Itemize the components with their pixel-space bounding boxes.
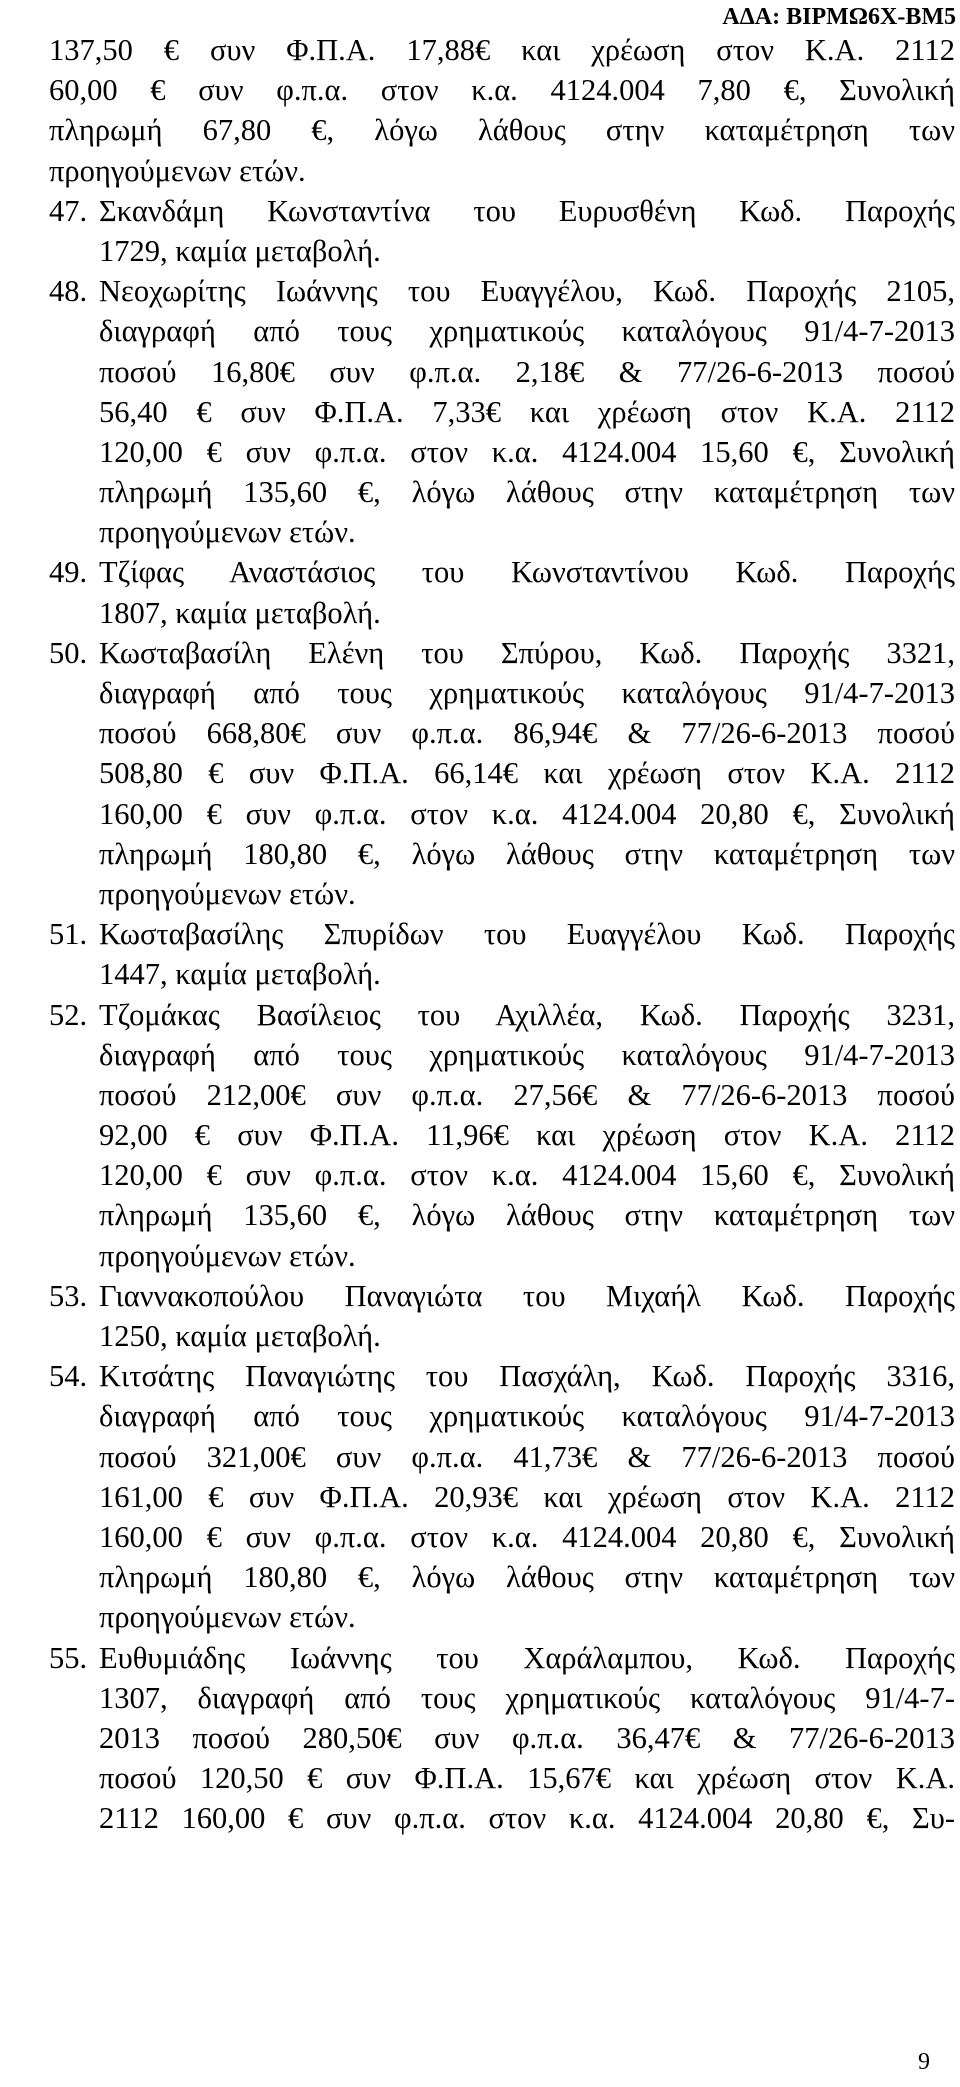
text-line: 161,00 € συν Φ.Π.Α. 20,93€ και χρέωση στον Κ.Α. 2112 bbox=[99, 1479, 955, 1514]
numbered-list bbox=[49, 191, 955, 1839]
text-line: προηγούμενων ετών. bbox=[99, 515, 356, 550]
text-line: πληρωμή 67,80 €, λόγω λάθους στην καταμέτρηση των bbox=[49, 113, 955, 148]
list-item bbox=[49, 191, 955, 271]
text-line: 160,00 € συν φ.π.α. στον κ.α. 4124.004 20,80 €, Συνολική bbox=[99, 1519, 955, 1554]
text-line: Γιαννακοπούλου Παναγιώτα του Μιχαήλ Κωδ. Παροχής bbox=[99, 1278, 955, 1313]
list-item bbox=[49, 995, 955, 1276]
item-number: 47. bbox=[49, 193, 88, 228]
item-number: 53. bbox=[49, 1278, 88, 1313]
text-line: Κιτσάτης Παναγιώτης του Πασχάλη, Κωδ. Παροχής 3316, bbox=[99, 1359, 955, 1394]
text-line: 508,80 € συν Φ.Π.Α. 66,14€ και χρέωση στον Κ.Α. 2112 bbox=[99, 756, 955, 791]
list-item bbox=[49, 633, 955, 914]
text-line: Νεοχωρίτης Ιωάννης του Ευαγγέλου, Κωδ. Παροχής 2105, bbox=[99, 274, 955, 309]
text-line: ποσού 16,80€ συν φ.π.α. 2,18€ & 77/26-6-2013 ποσού bbox=[99, 354, 955, 389]
text-line: 137,50 € συν Φ.Π.Α. 17,88€ και χρέωση στον Κ.Α. 2112 bbox=[49, 33, 955, 67]
text-line: Τζομάκας Βασίλειος του Αχιλλέα, Κωδ. Παροχής 3231, bbox=[99, 997, 955, 1032]
list-item bbox=[49, 914, 955, 994]
item-number: 55. bbox=[49, 1640, 88, 1675]
item-number: 51. bbox=[49, 917, 88, 952]
text-line: 56,40 € συν Φ.Π.Α. 7,33€ και χρέωση στον Κ.Α. 2112 bbox=[99, 394, 955, 429]
text-line: προηγούμενων ετών. bbox=[99, 876, 356, 911]
page-number: 9 bbox=[918, 2049, 930, 2075]
text-line: πληρωμή 180,80 €, λόγω λάθους στην καταμέτρηση των bbox=[99, 1560, 955, 1595]
text-line: 60,00 € συν φ.π.α. στον κ.α. 4124.004 7,80 €, Συνολική bbox=[49, 73, 955, 108]
item-number: 48. bbox=[49, 274, 88, 309]
text-line: Τζίφας Αναστάσιος του Κωνσταντίνου Κωδ. Παροχής bbox=[99, 555, 955, 590]
text-line: ποσού 120,50 € συν Φ.Π.Α. 15,67€ και χρέωση στον Κ.Α. bbox=[99, 1761, 955, 1796]
item-number: 54. bbox=[49, 1359, 88, 1394]
text-line: πληρωμή 135,60 €, λόγω λάθους στην καταμέτρηση των bbox=[99, 1198, 955, 1233]
item-number: 49. bbox=[49, 555, 88, 590]
text-line: 1447, καμία μεταβολή. bbox=[99, 957, 381, 992]
text-line: 2112 160,00 € συν φ.π.α. στον κ.α. 4124.004 20,80 €, Συ- bbox=[99, 1801, 955, 1836]
text-line: πληρωμή 135,60 €, λόγω λάθους στην καταμέτρηση των bbox=[99, 475, 955, 510]
list-item bbox=[49, 1276, 955, 1356]
text-line: 1307, διαγραφή από τους χρηματικούς καταλόγους 91/4-7- bbox=[99, 1680, 955, 1715]
text-line: 120,00 € συν φ.π.α. στον κ.α. 4124.004 15,60 €, Συνολική bbox=[99, 434, 955, 469]
text-line: ποσού 668,80€ συν φ.π.α. 86,94€ & 77/26-6-2013 ποσού bbox=[99, 716, 955, 751]
text-line: Κωσταβασίλη Ελένη του Σπύρου, Κωδ. Παροχής 3321, bbox=[99, 635, 955, 670]
text-line: ποσού 212,00€ συν φ.π.α. 27,56€ & 77/26-6-2013 ποσού bbox=[99, 1077, 955, 1112]
text-line: Ευθυμιάδης Ιωάννης του Χαράλαμπου, Κωδ. Παροχής bbox=[99, 1640, 955, 1675]
text-line: διαγραφή από τους χρηματικούς καταλόγους 91/4-7-2013 bbox=[99, 676, 955, 710]
text-line: Κωσταβασίλης Σπυρίδων του Ευαγγέλου Κωδ. Παροχής bbox=[99, 917, 955, 952]
list-item bbox=[49, 1356, 955, 1637]
text-line: 1807, καμία μεταβολή. bbox=[99, 595, 381, 630]
continuation-paragraph bbox=[49, 30, 955, 191]
text-line: πληρωμή 180,80 €, λόγω λάθους στην καταμέτρηση των bbox=[99, 836, 955, 871]
text-line: 1250, καμία μεταβολή. bbox=[99, 1319, 381, 1353]
list-item bbox=[49, 1638, 955, 1839]
text-line: προηγούμενων ετών. bbox=[99, 1600, 356, 1635]
text-line: διαγραφή από τους χρηματικούς καταλόγους 91/4-7-2013 bbox=[99, 1399, 955, 1434]
list-item bbox=[49, 552, 955, 632]
text-line: Σκανδάμη Κωνσταντίνα του Ευρυσθένη Κωδ. Παροχής bbox=[99, 193, 955, 228]
text-line: 2013 ποσού 280,50€ συν φ.π.α. 36,47€ & 77/26-6-2013 bbox=[99, 1720, 955, 1755]
text-line: διαγραφή από τους χρηματικούς καταλόγους 91/4-7-2013 bbox=[99, 1037, 955, 1072]
text-line: 120,00 € συν φ.π.α. στον κ.α. 4124.004 15,60 €, Συνολική bbox=[99, 1158, 955, 1193]
text-line: προηγούμενων ετών. bbox=[49, 153, 306, 188]
text-line: 160,00 € συν φ.π.α. στον κ.α. 4124.004 20,80 €, Συνολική bbox=[99, 796, 955, 831]
ada-code-header: ΑΔΑ: ΒΙΡΜΩ6Χ-ΒΜ5 bbox=[722, 4, 956, 30]
list-item bbox=[49, 271, 955, 552]
item-number: 50. bbox=[49, 635, 88, 670]
item-number: 52. bbox=[49, 997, 88, 1032]
document-body bbox=[49, 30, 955, 1838]
text-line: 92,00 € συν Φ.Π.Α. 11,96€ και χρέωση στον Κ.Α. 2112 bbox=[99, 1118, 955, 1153]
text-line: ποσού 321,00€ συν φ.π.α. 41,73€ & 77/26-6-2013 ποσού bbox=[99, 1439, 955, 1474]
text-line: 1729, καμία μεταβολή. bbox=[99, 233, 381, 268]
text-line: προηγούμενων ετών. bbox=[99, 1238, 356, 1273]
text-line: διαγραφή από τους χρηματικούς καταλόγους 91/4-7-2013 bbox=[99, 314, 955, 349]
